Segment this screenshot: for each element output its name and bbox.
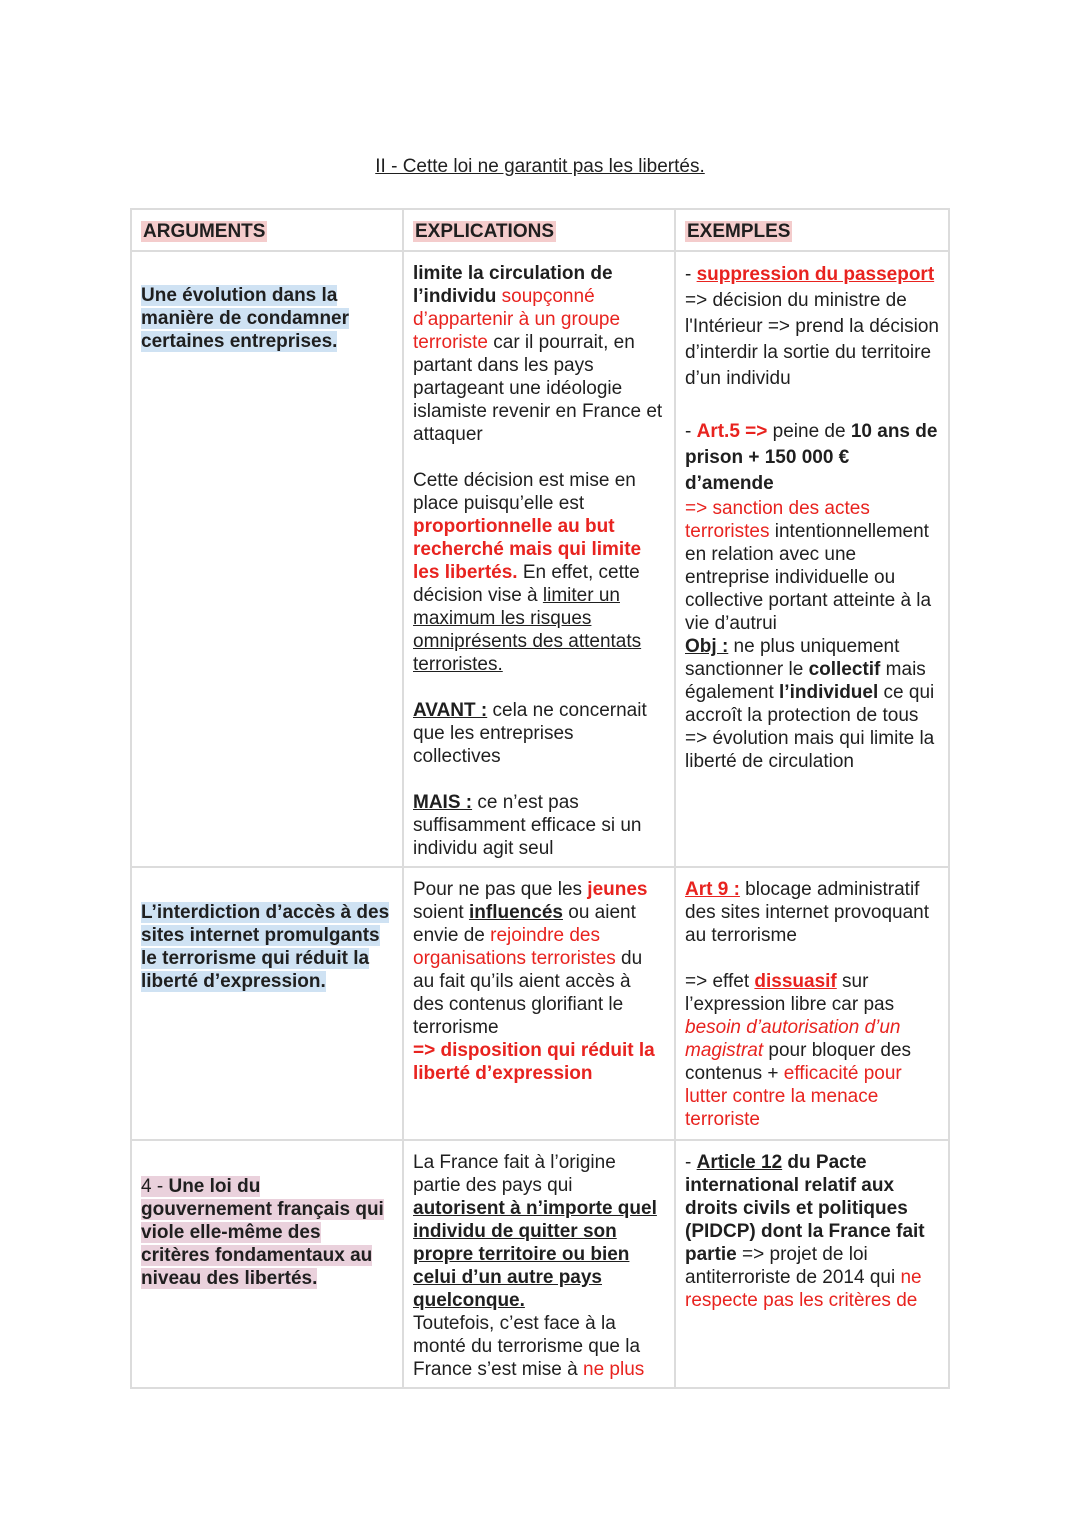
explication-text: soient: [413, 902, 469, 923]
exemple-text: pour bloquer des contenus +: [685, 1040, 912, 1084]
explication-cell: [403, 1140, 675, 1388]
exemple-paragraph: [685, 419, 940, 497]
explication-paragraph: [413, 1312, 666, 1381]
exemple-text: Art.5 =>: [696, 421, 768, 442]
explication-text: influencés: [468, 902, 563, 923]
argument-number: 4 -: [141, 1176, 164, 1197]
exemple-text: ne plus uniquement sanctionner le: [685, 636, 900, 680]
explication-paragraph: [413, 1039, 666, 1085]
header-exemples-cell: [675, 209, 949, 251]
exemple-paragraph: [685, 1151, 940, 1312]
exemple-text: Obj :: [685, 636, 729, 657]
exemple-text: dissuasif: [754, 971, 837, 992]
argument-text: L’interdiction d’accès à des sites internet promulgants le terrorisme qui réduit la liberté d’expression.: [141, 902, 390, 992]
explication-text: AVANT :: [413, 700, 488, 721]
explication-paragraph: [413, 791, 666, 860]
explication-text: => disposition qui réduit la liberté d’expression: [413, 1040, 655, 1084]
explication-text: car il pourrait, en partant dans les pays partageant une idéologie islamiste revenir en France et attaquer: [413, 332, 663, 445]
explication-text: autorisent à n’importe quel individu de quitter son propre territoire ou bien celui d’un autre pays quelconque.: [413, 1198, 657, 1311]
exemple-text: 10 ans de prison + 150 000 € d’amende: [685, 421, 938, 494]
exemple-text: suppression du passeport: [696, 264, 935, 285]
explication-paragraph: [413, 1151, 666, 1312]
explication-text: soupçonné d’appartenir à un groupe terroriste: [413, 286, 621, 353]
exemple-text: mais également: [685, 659, 926, 703]
exemple-text: => projet de loi antiterroriste de 2014 qui: [685, 1244, 901, 1288]
exemple-text: ce qui accroît la protection de tous: [685, 682, 935, 726]
explication-text: limite la circulation de l’individu: [413, 263, 613, 307]
argument-text: Une évolution dans la manière de condamner certaines entreprises.: [141, 285, 350, 352]
exemple-text: -: [685, 264, 697, 285]
explication-text: rejoindre des organisations terroristes: [413, 925, 616, 969]
exemple-paragraph: [685, 497, 940, 635]
table-header-row: [131, 209, 949, 251]
explication-text: Cette décision est mise en place puisqu’elle est: [413, 470, 636, 514]
exemple-text: du Pacte international relatif aux droits civils et politiques (PIDCP) dont la France fait partie: [685, 1152, 925, 1265]
explication-paragraph: [413, 699, 666, 768]
exemple-paragraph: [685, 727, 940, 773]
argument-cell: [131, 867, 403, 1140]
exemple-text: collectif: [808, 659, 881, 680]
exemple-text: sur l’expression libre car pas: [685, 971, 895, 1015]
explication-text: Toutefois, c’est face à la monté du terrorisme que la France s’est mise à: [413, 1313, 641, 1380]
exemple-paragraph: [685, 878, 940, 947]
exemple-text: intentionnellement en relation avec une entreprise individuelle ou collective portant atteinte à la vie d’autrui: [685, 521, 932, 634]
explication-paragraph: [413, 469, 666, 676]
explication-cell: [403, 251, 675, 867]
header-explications-cell: [403, 209, 675, 251]
exemple-text: => décision du ministre de l'Intérieur => prend la décision d’interdir la sortie du territoire d’un individu: [685, 290, 939, 389]
exemple-paragraph: [685, 970, 940, 1131]
exemple-cell: [675, 1140, 949, 1388]
header-exemples: EXEMPLES: [687, 221, 791, 242]
exemple-text: blocage administratif des sites internet provoquant au terrorisme: [685, 879, 929, 946]
explication-text: ce n’est pas suffisamment efficace si un individu agit seul: [413, 792, 642, 859]
explication-text: ne plus: [583, 1359, 645, 1380]
explication-text: proportionnelle au but recherché mais qui limite les libertés.: [413, 516, 642, 583]
arguments-table: [130, 208, 950, 1389]
section-title: II - Cette loi ne garantit pas les libertés.: [375, 156, 705, 177]
header-explications: EXPLICATIONS: [415, 221, 554, 242]
exemple-text: => effet: [685, 971, 755, 992]
argument-text: [141, 1176, 384, 1289]
table-row: [131, 1140, 949, 1388]
exemple-cell: [675, 867, 949, 1140]
header-arguments: ARGUMENTS: [143, 221, 266, 242]
explication-text: jeunes: [587, 879, 648, 900]
exemple-text: l’individuel: [779, 682, 879, 703]
argument-cell: [131, 251, 403, 867]
exemple-text: efficacité pour lutter contre la menace terroriste: [685, 1063, 902, 1130]
exemple-text: -: [685, 421, 697, 442]
explication-text: du au fait qu’ils aient accès à des contenus glorifiant le terrorisme: [413, 948, 643, 1038]
header-arguments-cell: [131, 209, 403, 251]
table-row: [131, 867, 949, 1140]
explication-text: En effet, cette décision vise à: [413, 562, 640, 606]
explication-text: La France fait à l’origine partie des pays qui: [413, 1152, 616, 1196]
exemple-text: ne respecte pas les critères de: [685, 1267, 922, 1311]
exemple-text: -: [685, 1152, 697, 1173]
exemple-paragraph: [685, 635, 940, 727]
exemple-text: Article 12: [696, 1152, 783, 1173]
exemple-cell: [675, 251, 949, 867]
argument-cell: [131, 1140, 403, 1388]
argument-label: Une loi du gouvernement français qui viole elle-même des critères fondamentaux au niveau des libertés.: [141, 1176, 384, 1289]
explication-text: cela ne concernait que les entreprises collectives: [413, 700, 647, 767]
explication-cell: [403, 867, 675, 1140]
explication-paragraph: [413, 878, 666, 1039]
explication-text: ou aient envie de: [413, 902, 636, 946]
explication-text: Pour ne pas que les: [413, 879, 588, 900]
table-row: [131, 251, 949, 867]
exemple-text: => évolution mais qui limite la liberté de circulation: [685, 728, 935, 772]
exemple-text: Art 9 :: [685, 879, 740, 900]
explication-text: limiter un maximum les risques omniprésents des attentats terroristes.: [413, 585, 642, 675]
exemple-text: => sanction des actes terroristes: [685, 498, 870, 542]
exemple-text: peine de: [767, 421, 851, 442]
explication-text: MAIS :: [413, 792, 473, 813]
exemple-paragraph: [685, 262, 940, 392]
exemple-text: besoin d’autorisation d’un magistrat: [685, 1017, 901, 1061]
explication-paragraph: [413, 262, 666, 446]
